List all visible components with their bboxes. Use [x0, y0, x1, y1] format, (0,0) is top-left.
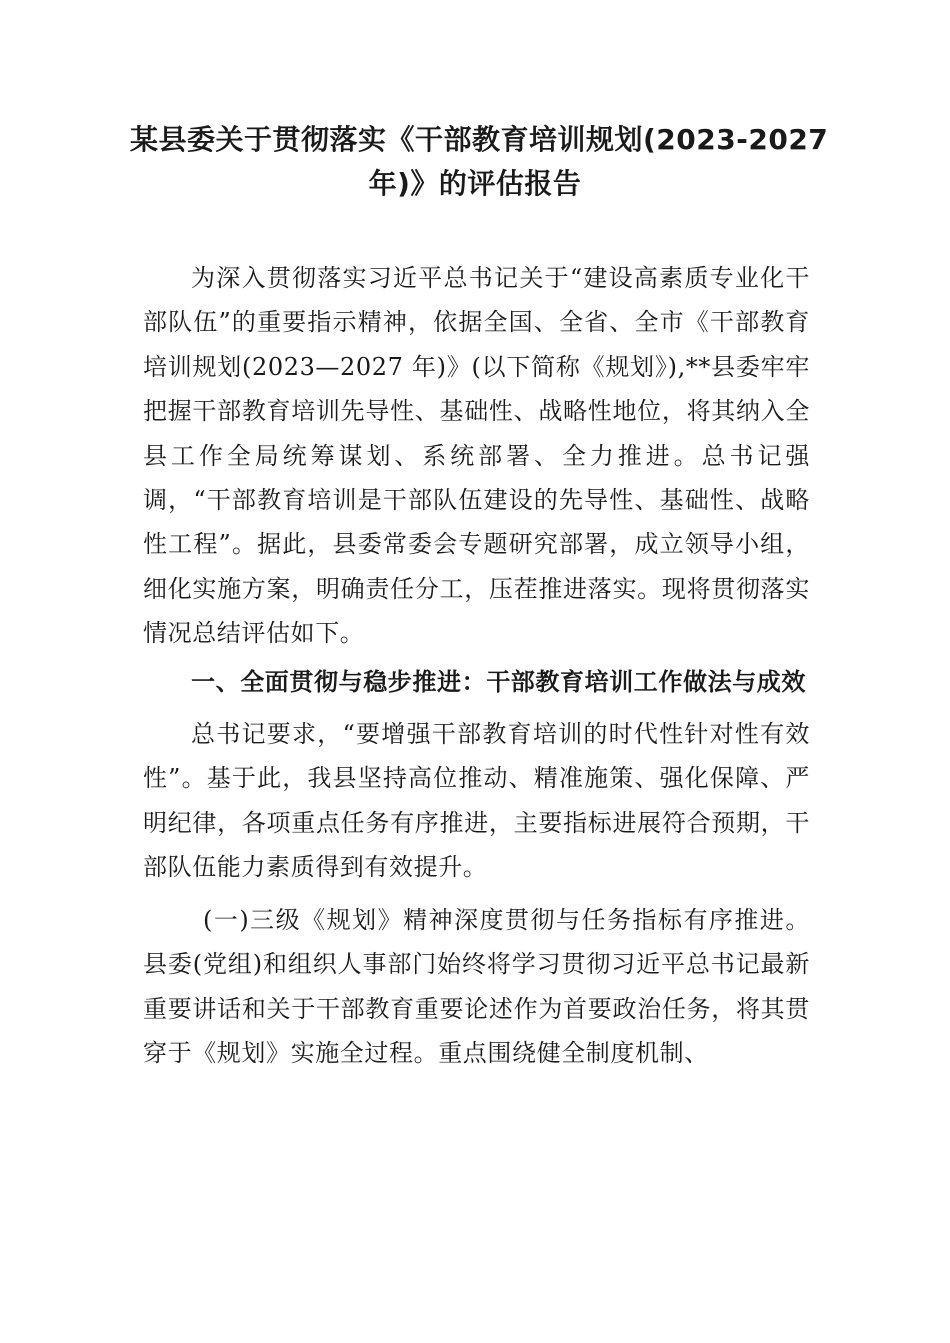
title-line-2: 年)》的评估报告	[368, 167, 582, 200]
intro-paragraph: 为深入贯彻落实习近平总书记关于“建设高素质专业化干部队伍”的重要指示精神，依据全国、全省、全市《干部教育培训规划(2023—2027 年)》(以下简称《规划》),**县委牢牢把握干部教育培训先导性、基础性、战略性地位，将其纳入全县工作全局统筹谋划、系统部署、全力推进。总书记强调，“干部教育培训是干部队伍建设的先导性、基础性、战略性工程”。据此，县委常委会专题研究部署，成立领导小组，细化实施方案，明确责任分工，压茬推进落实。现将贯彻落实情况总结评估如下。	[143, 264, 810, 648]
section-paragraph: 总书记要求，“要增强干部教育培训的时代性针对性有效性”。基于此，我县坚持高位推动、精准施策、强化保障、严明纪律，各项重点任务有序推进，主要指标进展符合预期，干部队伍能力素质得到有效提升。	[143, 720, 810, 882]
title-line-1: 某县委关于贯彻落实《干部教育培训规划(2023-2027	[130, 123, 829, 156]
section-heading: 一、全面贯彻与稳步推进：干部教育培训工作做法与成效	[191, 667, 806, 696]
document-body	[143, 256, 810, 1075]
subsection-paragraph: (一)三级《规划》精神深度贯彻与任务指标有序推进。县委(党组)和组织人事部门始终将学习贯彻习近平总书记最新重要讲话和关于干部教育重要论述作为首要政治任务，将其贯穿于《规划》实施全过程。重点围绕健全制度机制、	[143, 905, 810, 1067]
document-title	[130, 118, 829, 206]
